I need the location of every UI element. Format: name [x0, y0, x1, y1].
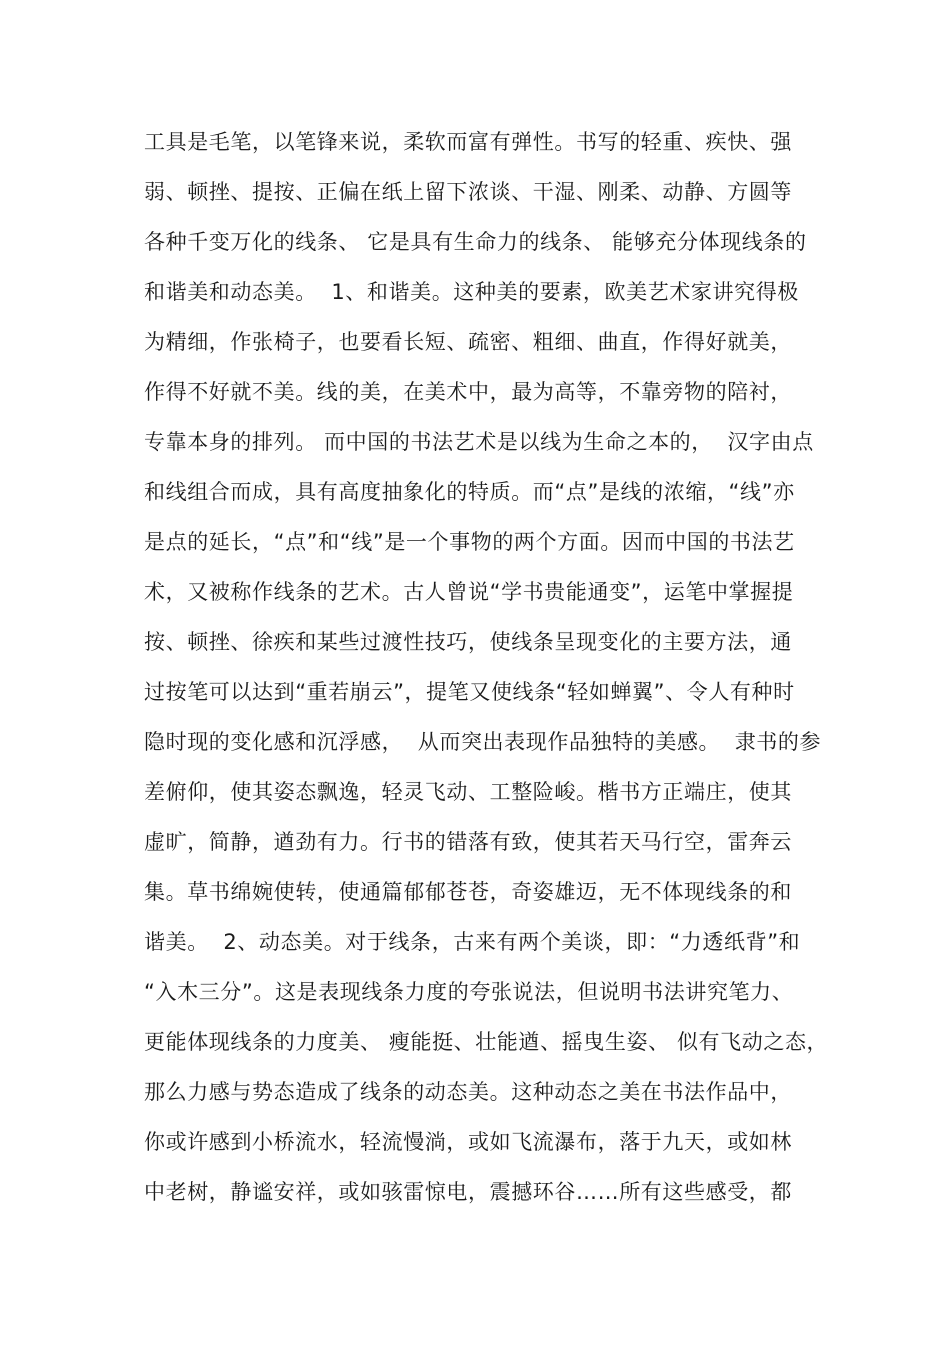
text-line: 中老树，静谧安祥，或如骇雷惊电，震撼环谷……所有这些感受，都	[144, 1180, 792, 1204]
text-line: 为精细，作张椅子，也要看长短、疏密、粗细、曲直，作得好就美，	[144, 330, 792, 354]
text-line: 虚旷，简静，遒劲有力。行书的错落有致，使其若天马行空，雷奔云	[144, 830, 792, 854]
text-line: 差俯仰，使其姿态飘逸，轻灵飞动、工整险峻。楷书方正端庄，使其	[144, 780, 792, 804]
text-line: 是点的延长，“点”和“线”是一个事物的两个方面。因而中国的书法艺	[144, 530, 795, 554]
text-line: 术，又被称作线条的艺术。古人曾说“学书贵能通变”，运笔中掌握提	[144, 580, 794, 604]
text-line: 更能体现线条的力度美、 瘦能挺、壮能遒、摇曳生姿、 似有飞动之态，	[144, 1030, 829, 1054]
text-line: 弱、顿挫、提按、正偏在纸上留下浓谈、干湿、刚柔、动静、方圆等	[144, 180, 792, 204]
text-line: 过按笔可以达到“重若崩云”，提笔又使线条“轻如蝉翼”、令人有种时	[144, 680, 795, 704]
text-line: 工具是毛笔，以笔锋来说，柔软而富有弹性。书写的轻重、疾快、强	[144, 130, 792, 154]
text-line: “入木三分”。这是表现线条力度的夸张说法，但说明书法讲究笔力、	[144, 980, 794, 1004]
text-line: 隐时现的变化感和沉浮感， 从而突出表现作品独特的美感。 隶书的参	[144, 730, 822, 754]
text-line: 按、顿挫、徐疾和某些过渡性技巧，使线条呈现变化的主要方法，通	[144, 630, 792, 654]
text-line: 各种千变万化的线条、 它是具有生命力的线条、 能够充分体现线条的	[144, 230, 807, 254]
text-line: 你或许感到小桥流水，轻流慢淌，或如飞流瀑布，落于九天，或如林	[144, 1130, 792, 1154]
text-line: 集。草书绵婉使转，使通篇郁郁苍苍，奇姿雄迈，无不体现线条的和	[144, 880, 792, 904]
text-line: 专靠本身的排列。 而中国的书法艺术是以线为生命之本的， 汉字由点	[144, 430, 814, 454]
body-text	[144, 123, 829, 1223]
text-line: 那么力感与势态造成了线条的动态美。这种动态之美在书法作品中，	[144, 1080, 792, 1104]
text-line: 和谐美和动态美。 1、和谐美。这种美的要素，欧美艺术家讲究得极	[144, 280, 799, 304]
text-line: 和线组合而成，具有高度抽象化的特质。而“点”是线的浓缩，“线”亦	[144, 480, 795, 504]
text-line: 谐美。 2、动态美。对于线条，古来有两个美谈，即：“力透纸背”和	[144, 930, 801, 954]
text-line: 作得不好就不美。线的美，在美术中，最为高等，不靠旁物的陪衬，	[144, 380, 792, 404]
